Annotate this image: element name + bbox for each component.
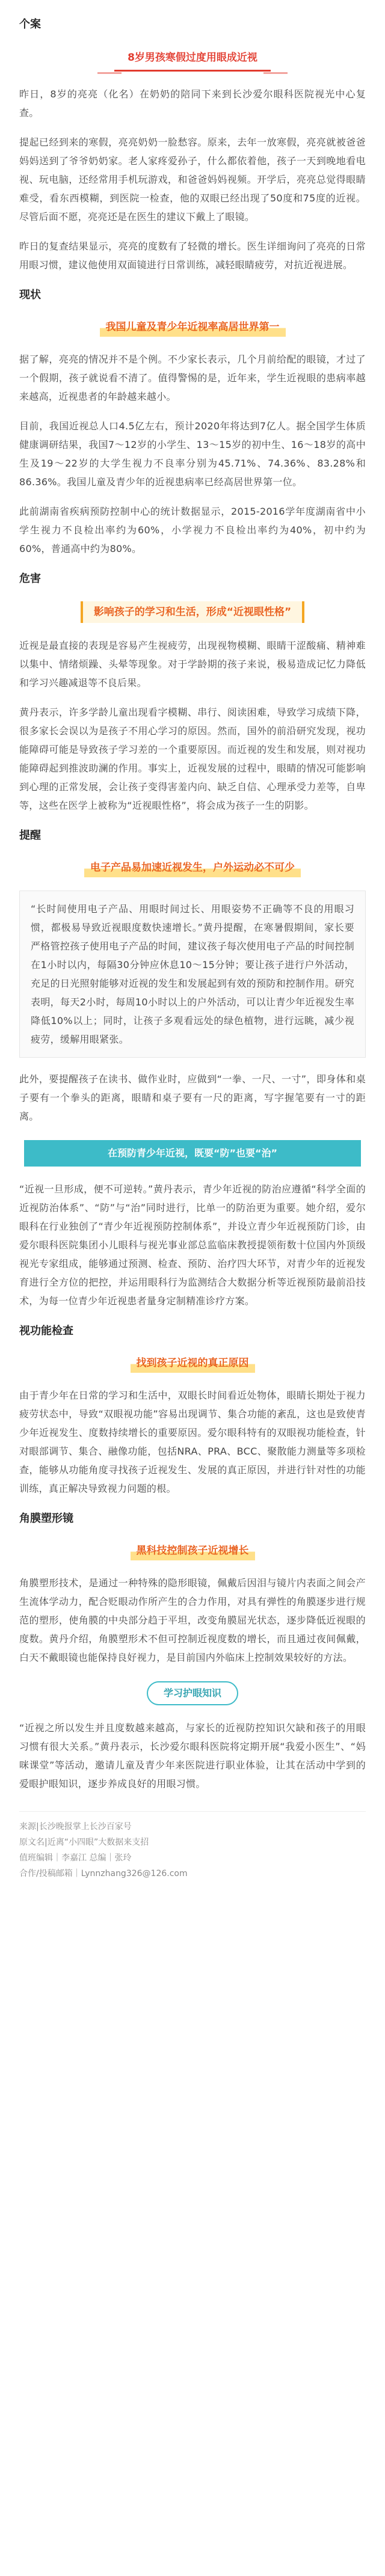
section-banner: 学习护眼知识 — [147, 1681, 238, 1705]
banner-container — [19, 601, 366, 623]
paragraph: 目前，我国近视总人口4.5亿左右，预计2020年将达到7亿人。据全国学生体质健康调研结果，我国7～12岁的小学生、13～15岁的初中生、16～18岁的高中生及19～22岁的大学生视力不良率分别为45.71%、74.36%、83.28%和86.36%。我国儿童及青少年的近视患病率已经高居世界第一位。 — [19, 420, 366, 488]
footer-editors: 值班编辑｜李嘉江 总编｜张玲 — [19, 1853, 132, 1863]
section-heading: 角膜塑形镜 — [19, 1512, 73, 1525]
section-status — [19, 287, 366, 558]
section-banner: 电子产品易加速近视发生，户外运动必不可少 — [84, 858, 301, 877]
section-banner: 在预防青少年近视，既要“防”也要“治” — [24, 1140, 361, 1167]
paragraph: 角膜塑形技术，是通过一种特殊的隐形眼镜，佩戴后因泪与镜片内表面之间会产生流体学动力，配合贬眼动作所产生的合力作用，对具有弹性的角膜逐步进行规范的塑形，使角膜的中央部分趋于平坦，改变角膜屈光状态，逐步降低近视眼的度数。黄丹介绍，角膜塑形术不但可控制近视度数的增长，而且通过夜间佩戴，白天不戴眼镜也能保持良好视力，是目前国内外临床上控制效果较好的方法。 — [19, 1577, 366, 1663]
paragraph: 此外，要提醒孩子在读书、做作业时，应做到“一拳、一尺、一寸”，即身体和桌子要有一个拳头的距离，眼睛和桌子要有一尺的距离，写字握笔要有一寸的距离。 — [19, 1073, 366, 1122]
section-heading: 提醒 — [19, 829, 41, 842]
article-footer — [19, 1811, 366, 1881]
section-banner: 找到孩子近视的真正原因 — [131, 1354, 255, 1373]
footer-source: 来源|长沙晚报掌上长沙百家号 — [19, 1822, 132, 1832]
paragraph: 黄丹表示，许多学龄儿童出现看字模糊、串行、阅读困难，导致学习成绩下降，很多家长会误以为是孩子不用心学习的原因。然而，国外的前沿研究发现，视功能障碍可能是导致孩子学习差的一个重要原因。而近视的发生和发展，则对视功能障碍起到推波助澜的作用。事实上，近视发展的过程中，眼睛的情况可能影响到心理的正常发展，会让孩子变得害羞内向、缺乏自信、心理承受力差等，自卑等，这些在医学上被称为“近视眼性格”，将会成为孩子一生的阴影。 — [19, 707, 366, 811]
paragraph: 据了解，亮亮的情况并不是个例。不少家长表示，几个月前给配的眼镜，才过了一个假期，孩子就说看不清了。值得警惕的是，近年来，学生近视眼的患病率越来越高，近视患者的年龄越来越小。 — [19, 354, 366, 402]
banner-container — [19, 1541, 366, 1560]
section-prevention — [19, 1140, 366, 1310]
paragraph: 此前湖南省疾病预防控制中心的统计数据显示，2015-2016学年度湖南省中小学生视力不良检出率约为60%，小学视力不良检出率约为40%，初中约为60%，普通高中约为80%。 — [19, 506, 366, 554]
section-ortho-k — [19, 1511, 366, 1667]
section-vision-exam — [19, 1323, 366, 1498]
section-heading: 现状 — [19, 289, 41, 301]
section-banner: 8岁男孩寒假过度用眼成近视 — [114, 47, 271, 72]
section-banner: 我国儿童及青少年近视率高居世界第一 — [100, 317, 286, 337]
section-eye-care — [19, 1681, 366, 1793]
section-harm — [19, 571, 366, 815]
paragraph: 昨日的复查结果显示，亮亮的度数有了轻微的增长。医生详细询问了亮亮的日常用眼习惯，建议他使用双面镜进行日常训练，减轻眼睛疲劳，对抗近视进展。 — [19, 241, 366, 271]
paragraph: 近视是最直接的表现是容易产生视疲劳，出现视物模糊、眼睛干涩酸痛、精神难以集中、情绪烦躁、头晕等现象。对于学龄期的孩子来说，极易造成记忆力降低和学习兴趣减退等不良后果。 — [19, 640, 366, 688]
paragraph: 提起已经到来的寒假，亮亮奶奶一脸愁容。原来，去年一放寒假，亮亮就被爸爸妈妈送到了爷爷奶奶家。老人家疼爱孙子，什么都依着他，孩子一天到晚地看电视、玩电脑，还经常用手机玩游戏，和爸爸妈妈视频。开学后，亮亮总觉得眼睛难受，看东西模糊，到医院一检查，他的双眼已经出现了50度和75度的近视。尽管后面不愿，亮亮还是在医生的建议下戴上了眼镜。 — [19, 136, 366, 222]
paragraph: 昨日，8岁的亮亮（化名）在奶奶的陪同下来到长沙爱尔眼科医院视光中心复查。 — [19, 88, 366, 118]
footer-email[interactable]: 合作/投稿邮箱｜Lynnzhang326@126.com — [19, 1869, 188, 1878]
footer-original-title: 原文名|近离“小四眼”大数据来支招 — [19, 1838, 149, 1847]
banner-container — [19, 858, 366, 877]
paragraph: “近视一旦形成，便不可逆转。”黄丹表示，青少年近视的防治应遵循“科学全面的近视防治体系”、“防”与“治”同时进行，比单一的防治更为重要。她介绍，爱尔眼科在行业独创了“青少年近视预防控制体系”，并设立青少年近视预防门诊，由爱尔眼科医院集团小儿眼科与视光事业部总监临床教授提领衔数十位国内外顶级视光专家组成，能够通过预测、检查、预防、治疗四大环节，对青少年的近视发育进行全方位的把控，并运用眼科行为监测结合大数据分析等近视预防最前沿技术，为每一位青少年近视患者量身定制精准诊疗方案。 — [19, 1183, 366, 1307]
banner-container — [19, 1140, 366, 1167]
paragraph: 由于青少年在日常的学习和生活中，双眼长时间看近处物体，眼睛长期处于视力疲劳状态中，导致“双眼视功能”容易出现调节、集合功能的紊乱，这也是致使青少年近视发生、度数持续增长的重要原因。爱尔眼科特有的双眼视功能检查，针对眼部调节、集合、融像功能，包括NRA、PRA、BCC、聚散能力测量等多项检查，能够从功能角度寻找孩子近视发生、发展的真正原因，并进行针对性的功能训练，真正解决导致视力问题的根。 — [19, 1390, 366, 1494]
banner-container — [19, 317, 366, 337]
banner-container — [19, 1354, 366, 1373]
quote-box — [19, 891, 366, 1058]
quote-paragraph: “长时间使用电子产品、用眼时间过长、用眼姿势不正确等不良的用眼习惯，都极易导致近视眼度数快速增长。”黄丹提醒，在寒暑假期间，家长要严格管控孩子使用电子产品的时间，建议孩子每次使用电子产品的时间控制在1小时以内，每隔30分钟应休息10～15分钟；要让孩子进行户外活动，充足的日光照射能够对近视的发生和发展起到有效的预防和控制作用。研究表明，每天2小时，每周10小时以上的户外活动，可以让青少年近视发生率降低10%以上；同时，让孩子多观看远处的绿色植物，进行远眺，减少视疲劳，缓解用眼紧张。 — [31, 903, 354, 1045]
section-case — [19, 17, 366, 274]
section-banner: 黑科技控制孩子近视增长 — [131, 1541, 255, 1560]
section-banner: 影响孩子的学习和生活，形成“近视眼性格” — [81, 601, 304, 623]
section-heading: 危害 — [19, 572, 41, 585]
section-reminder — [19, 828, 366, 1126]
section-heading: 个案 — [19, 18, 41, 31]
banner-container — [19, 47, 366, 72]
banner-container — [19, 1681, 366, 1705]
section-heading: 视功能检查 — [19, 1325, 73, 1337]
paragraph: “近视之所以发生并且度数越来越高，与家长的近视防控知识欠缺和孩子的用眼习惯有很大关系。”黄丹表示，长沙爱尔眼科医院将定期开展“我爱小医生”、“妈咪课堂”等活动，邀请儿童及青少年来医院进行职业体验，让其在活动中学到的爱眼护眼知识，逐步养成良好的用眼习惯。 — [19, 1722, 366, 1789]
